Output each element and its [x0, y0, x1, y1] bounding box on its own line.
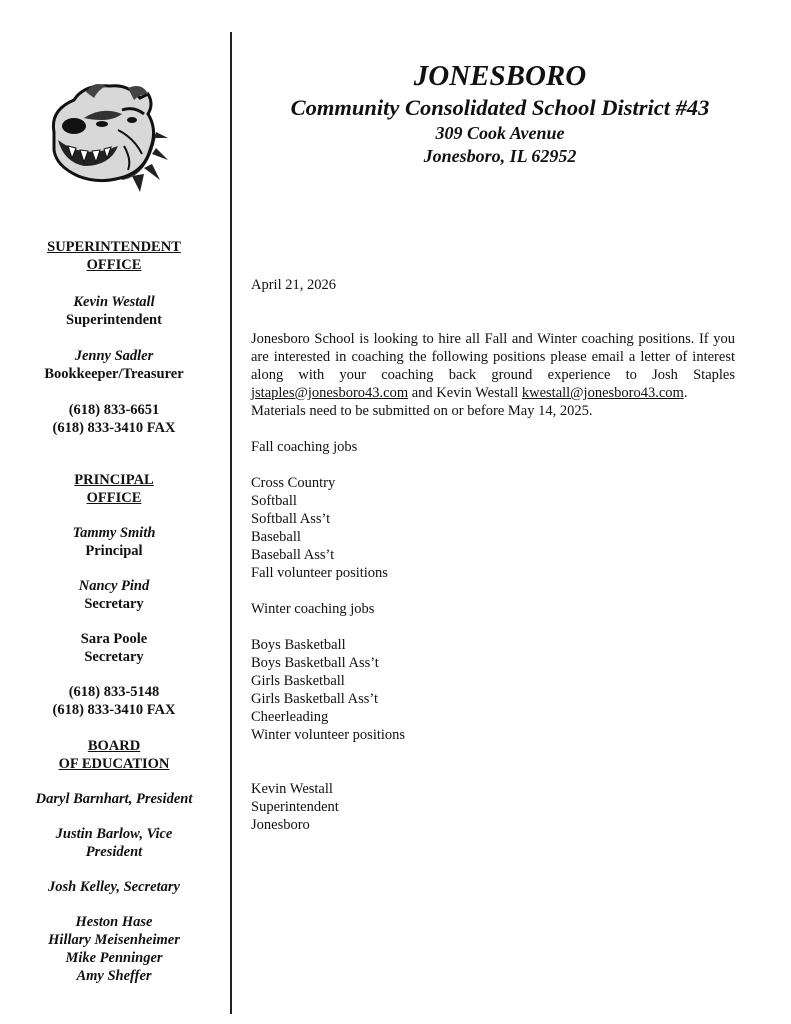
fall-job-item: Softball	[251, 493, 297, 509]
signature-title: Superintendent	[251, 799, 339, 815]
board-member: Heston Hase	[75, 914, 153, 930]
sidebar	[0, 238, 228, 985]
superintendent-office-heading-2: OFFICE	[86, 257, 142, 273]
district-full-name: Community Consolidated School District #43	[290, 95, 710, 120]
staff-title: Bookkeeper/Treasurer	[44, 366, 184, 382]
winter-jobs-heading: Winter coaching jobs	[251, 601, 375, 617]
winter-job-item: Cheerleading	[251, 709, 329, 725]
fall-job-item: Cross Country	[251, 475, 336, 491]
board-member: President	[85, 844, 143, 860]
superintendent-office-heading: SUPERINTENDENT	[47, 239, 181, 255]
paragraph-text-mid: and Kevin Westall	[411, 385, 519, 401]
board-member: Amy Sheffer	[76, 968, 152, 984]
letter-date: April 21, 2026	[251, 277, 336, 293]
principal-office-heading: PRINCIPAL	[74, 472, 154, 488]
winter-job-item: Boys Basketball	[251, 637, 346, 653]
board-heading: BOARD	[87, 738, 141, 754]
staff-name: Kevin Westall	[73, 294, 155, 310]
board-heading-2: OF EDUCATION	[58, 756, 170, 772]
winter-job-item: Girls Basketball	[251, 673, 345, 689]
street-address: 309 Cook Avenue	[435, 123, 565, 143]
fax-number: (618) 833-3410 FAX	[52, 702, 176, 718]
vertical-divider	[230, 32, 232, 1014]
letterhead	[250, 58, 750, 168]
staff-name: Tammy Smith	[72, 525, 156, 541]
city-address: Jonesboro, IL 62952	[423, 146, 577, 166]
phone-number: (618) 833-6651	[68, 402, 160, 418]
board-member: Mike Penninger	[65, 950, 163, 966]
board-member: Justin Barlow, Vice	[55, 826, 173, 842]
winter-job-item: Winter volunteer positions	[251, 727, 406, 743]
staff-title: Superintendent	[66, 312, 162, 328]
signature-org: Jonesboro	[251, 817, 310, 833]
letter-paragraph: Jonesboro School is looking to hire all Fall and Winter coaching positions. If you are interested in coaching the following positions please email a letter of interest along with your coaching back ground experience to Josh Staples jstaples@jonesboro43.com and Kevin Westall kwestall@jonesboro43.com.	[251, 331, 735, 401]
staff-name: Nancy Pind	[78, 578, 150, 594]
fall-jobs-heading: Fall coaching jobs	[251, 439, 358, 455]
deadline-text: Materials need to be submitted on or before May 14, 2025.	[251, 403, 593, 419]
fall-job-item: Baseball	[251, 529, 301, 545]
principal-office-heading-2: OFFICE	[86, 490, 142, 506]
staff-title: Principal	[85, 543, 143, 559]
fall-job-item: Softball Ass’t	[251, 511, 331, 527]
paragraph-text: Jonesboro School is looking to hire all Fall and Winter coaching positions. If you are interested in coaching the following positions please email a letter of interest along with your coaching back ground experience to Josh Staples	[251, 331, 735, 383]
fall-job-item: Baseball Ass’t	[251, 547, 335, 563]
district-name: JONESBORO	[413, 60, 587, 92]
letter-body	[251, 276, 735, 834]
fax-number: (618) 833-3410 FAX	[52, 420, 176, 436]
email-link-westall[interactable]: kwestall@jonesboro43.com	[521, 385, 684, 401]
staff-name: Jenny Sadler	[74, 348, 154, 364]
phone-number: (618) 833-5148	[68, 684, 160, 700]
bulldog-mascot-icon	[44, 80, 168, 192]
board-member: Josh Kelley, Secretary	[48, 879, 180, 895]
board-member: Hillary Meisenheimer	[48, 932, 180, 948]
staff-title: Secretary	[84, 649, 144, 665]
board-member: Daryl Barnhart, President	[35, 791, 193, 807]
email-link-staples[interactable]: jstaples@jonesboro43.com	[251, 385, 409, 401]
winter-job-item: Boys Basketball Ass’t	[251, 655, 379, 671]
staff-title: Secretary	[84, 596, 144, 612]
fall-job-item: Fall volunteer positions	[251, 565, 388, 581]
winter-job-item: Girls Basketball Ass’t	[251, 691, 379, 707]
signature-name: Kevin Westall	[251, 781, 333, 797]
staff-name: Sara Poole	[80, 631, 148, 647]
